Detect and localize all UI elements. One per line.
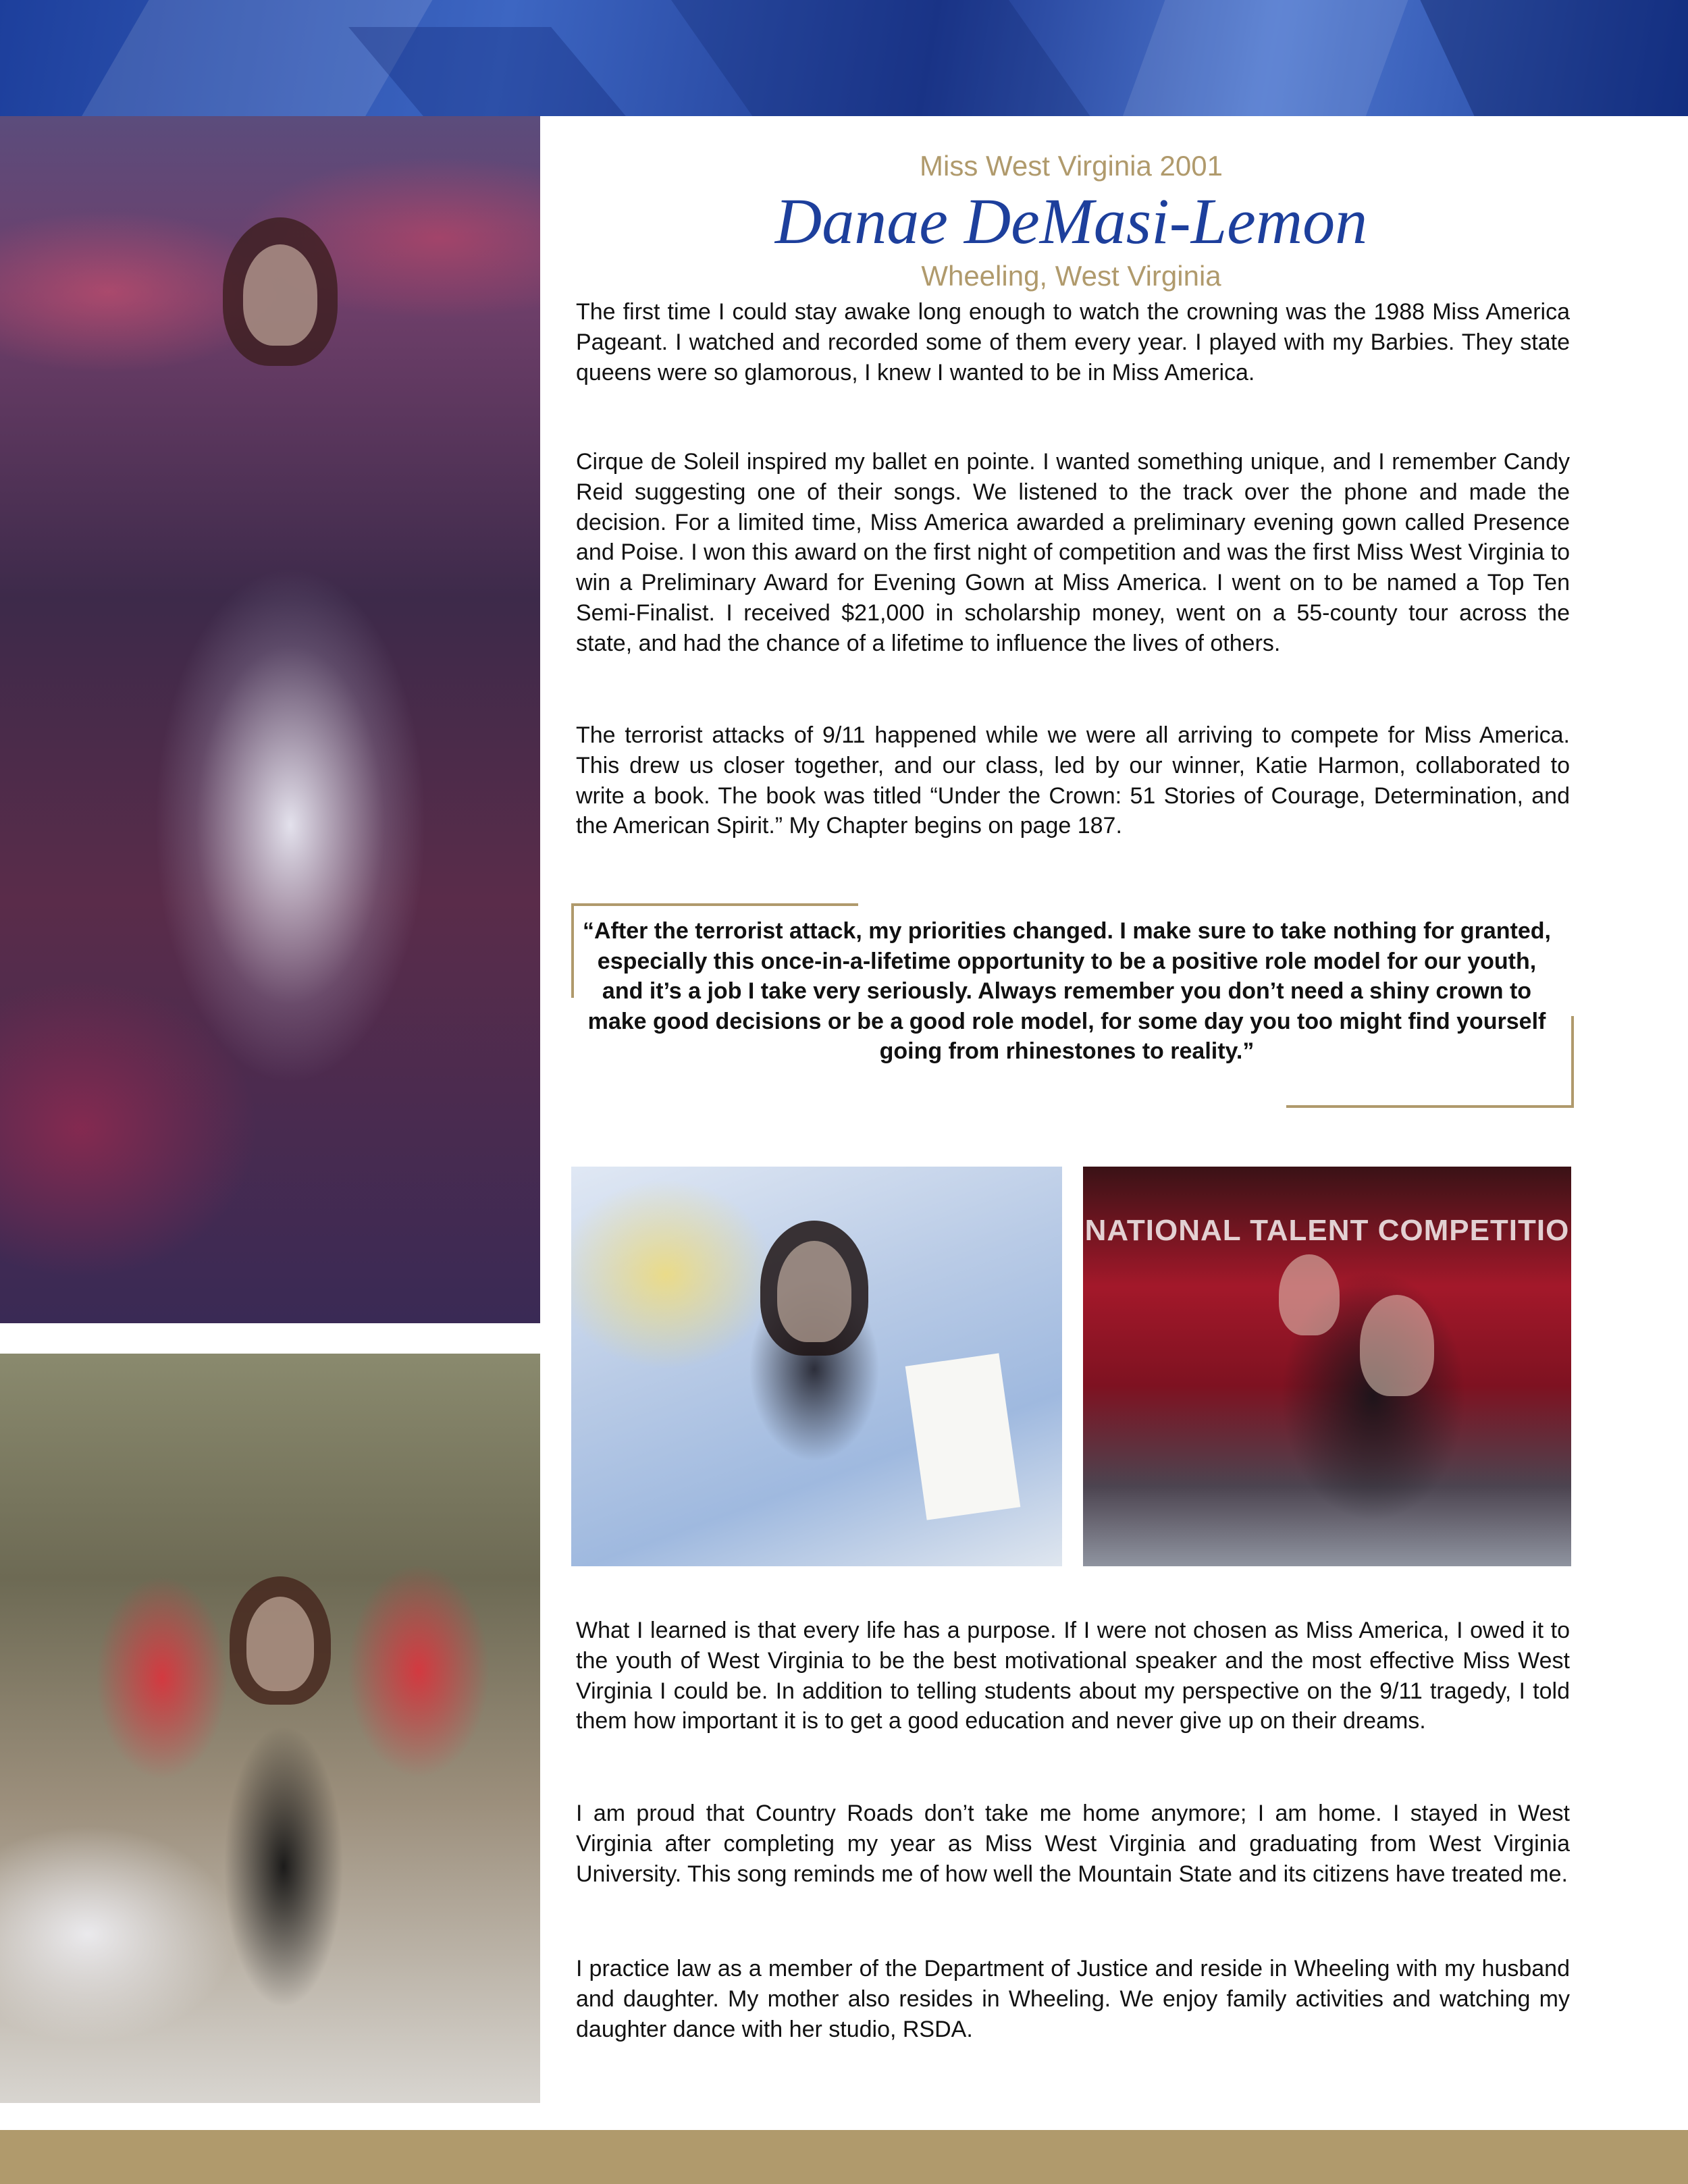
banner-facet [348,27,664,116]
paragraph-2: Cirque de Soleil inspired my ballet en pointe. I wanted something unique, and I remember Candy Reid suggesting one of their songs. We listened to the track over the phone and made the decision. For a limited time, Miss America awarded a preliminary evening gown called Presence and Poise. I won this award on the first night of competition and was the first Miss West Virginia to win a Preliminary Award for Evening Gown at Miss America. I went on to be named a Top Ten Semi-Finalist. I received $21,000 in scholarship money, went on a 55-county tour across the state, and had the chance of a lifetime to influence the lives of others. [576,449,1570,656]
quote-bracket-bottom [1286,1105,1574,1108]
face-shape [1360,1295,1434,1396]
quote-bracket-top [571,903,858,906]
face-shape [246,1597,314,1691]
paragraph-4: What I learned is that every life has a purpose. If I were not chosen as Miss America, I owed it to the youth of West Virginia to be the best motivational speaker and the most effective Miss West Virginia I could be. In addition to telling students about my perspective on the 9/11 tragedy, I told them how important it is to get a good education and never give up on their dreams. [576,1618,1570,1734]
quote-bracket-left [571,903,574,998]
dance-competition-photo [1083,1167,1571,1566]
paragraph-1: The first time I could stay awake long enough to watch the crowning was the 1988 Miss America Pageant. I watched and recorded some of them every year. I played with my Barbies. They state queens were so glamorous, I knew I wanted to be in Miss America. [576,299,1570,385]
banner-facet [1414,0,1688,116]
banner-facet [1111,0,1427,116]
footer-bar [0,2130,1688,2184]
face-shape [243,244,317,346]
child-face-shape [1279,1254,1340,1335]
paragraph-6: I practice law as a member of the Department of Justice and reside in Wheeling with my husband and daughter. My mother also resides in Wheeling. We enjoy family activities and watching my daughter dance with her studio, RSDA. [576,1956,1570,2042]
face-shape [777,1241,851,1342]
evening-gown-photo [0,116,540,1323]
hometown: Wheeling, West Virginia [921,260,1221,292]
map-note-card [905,1353,1021,1520]
butterfly-costume-photo [0,1354,540,2103]
pull-quote: “After the terrorist attack, my priorities changed. I make sure to take nothing for granted, especially this once-in-a-lifetime opportunity to be a positive role model for our youth, and it’s a job I take very seriously. Always remember you don’t need a shiny crown to make good decisions or be a good role model, for some day you too might find yourself going from rhinestones to reality.” [583,918,1551,1065]
map-photo [571,1167,1062,1566]
banner-facet [652,0,1103,116]
contestant-name: Danae DeMasi-Lemon [774,185,1368,257]
paragraph-5: I am proud that Country Roads don’t take me home anymore; I am home. I stayed in West Virginia after completing my year as Miss West Virginia and graduating from West Virginia University. This song reminds me of how well the Mountain State and its citizens have treated me. [576,1801,1570,1887]
top-banner [0,0,1688,116]
title-line: Miss West Virginia 2001 [920,150,1223,182]
backdrop-text: NATIONAL TALENT COMPETITIO [1084,1214,1570,1247]
paragraph-3: The terrorist attacks of 9/11 happened while we were all arriving to compete for Miss America. This drew us closer together, and our class, led by our winner, Katie Harmon, collaborated to write a book. The book was titled “Under the Crown: 51 Stories of Courage, Determination, and the American Spirit.” My Chapter begins on page 187. [576,722,1570,839]
quote-bracket-right [1571,1016,1574,1108]
